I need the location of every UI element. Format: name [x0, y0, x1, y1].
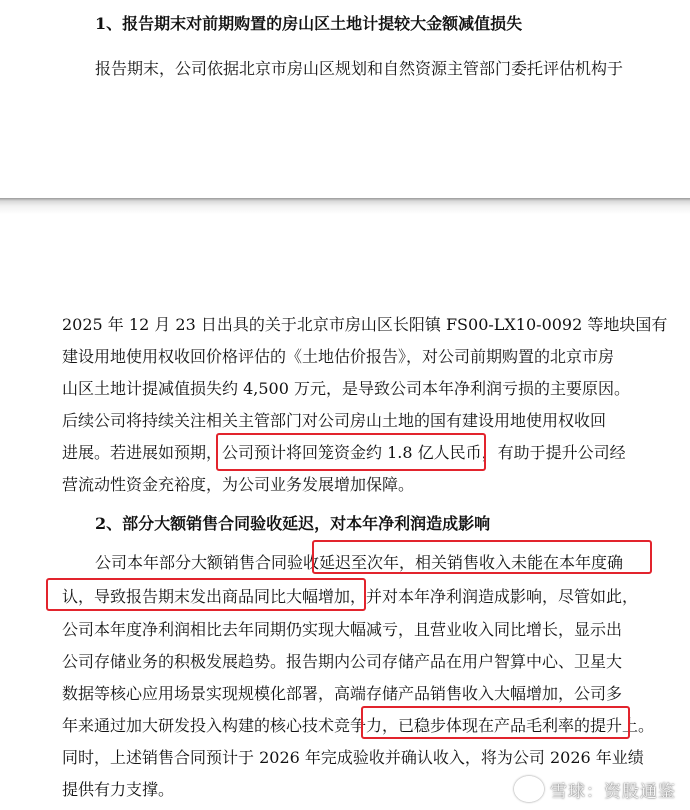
paragraph-line: 2025 年 12 月 23 日出具的关于北京市房山区长阳镇 FS00-LX10-0092 等地块国有: [62, 315, 668, 334]
watermark-text: 雪球：资股通鉴: [550, 781, 676, 802]
paragraph-line: 报告期末，公司依据北京市房山区规划和自然资源主管部门委托评估机构于: [95, 59, 624, 78]
section1-heading: 1、报告期末对前期购置的房山区土地计提较大金额减值损失: [95, 14, 523, 33]
paragraph-line: 进展。若进展如预期，公司预计将回笼资金约 1.8 亿人民币，有助于提升公司经: [62, 443, 626, 462]
paragraph-line: 公司本年部分大额销售合同验收延迟至次年，相关销售收入未能在本年度确: [95, 553, 624, 572]
paragraph-line: 山区土地计提减值损失约 4,500 万元，是导致公司本年净利润亏损的主要原因。: [62, 379, 630, 398]
paragraph-line: 营流动性资金充裕度，为公司业务发展增加保障。: [62, 475, 415, 494]
paragraph-line: 公司存储业务的积极发展趋势。报告期内公司存储产品在用户智算中心、卫星大: [62, 652, 623, 671]
page-break-divider: [0, 198, 690, 214]
paragraph-line: 建设用地使用权收回价格评估的《土地估价报告》，对公司前期购置的北京市房: [62, 347, 615, 366]
document-page-top: [0, 0, 690, 198]
watermark: [514, 776, 676, 802]
paragraph-line: 认，导致报告期末发出商品同比大幅增加，并对本年净利润造成影响，尽管如此，: [62, 587, 639, 606]
section2-heading: 2、部分大额销售合同验收延迟，对本年净利润造成影响: [95, 514, 491, 533]
paragraph-line: 后续公司将持续关注相关主管部门对公司房山土地的国有建设用地使用权收回: [62, 411, 607, 430]
paragraph-line: 年来通过加大研发投入构建的核心技术竞争力，已稳步体现在产品毛利率的提升上。: [62, 716, 655, 735]
paragraph-line: 提供有力支撑。: [62, 780, 175, 799]
paragraph-line: 同时，上述销售合同预计于 2026 年完成验收并确认收入，将为公司 2026 年业绩: [62, 748, 644, 767]
paragraph-line: 公司本年度净利润相比去年同期仍实现大幅减亏，且营业收入同比增长，显示出: [62, 620, 623, 639]
xueqiu-logo-icon: [514, 776, 544, 802]
paragraph-line: 数据等核心应用场景实现规模化部署，高端存储产品销售收入大幅增加，公司多: [62, 684, 623, 703]
